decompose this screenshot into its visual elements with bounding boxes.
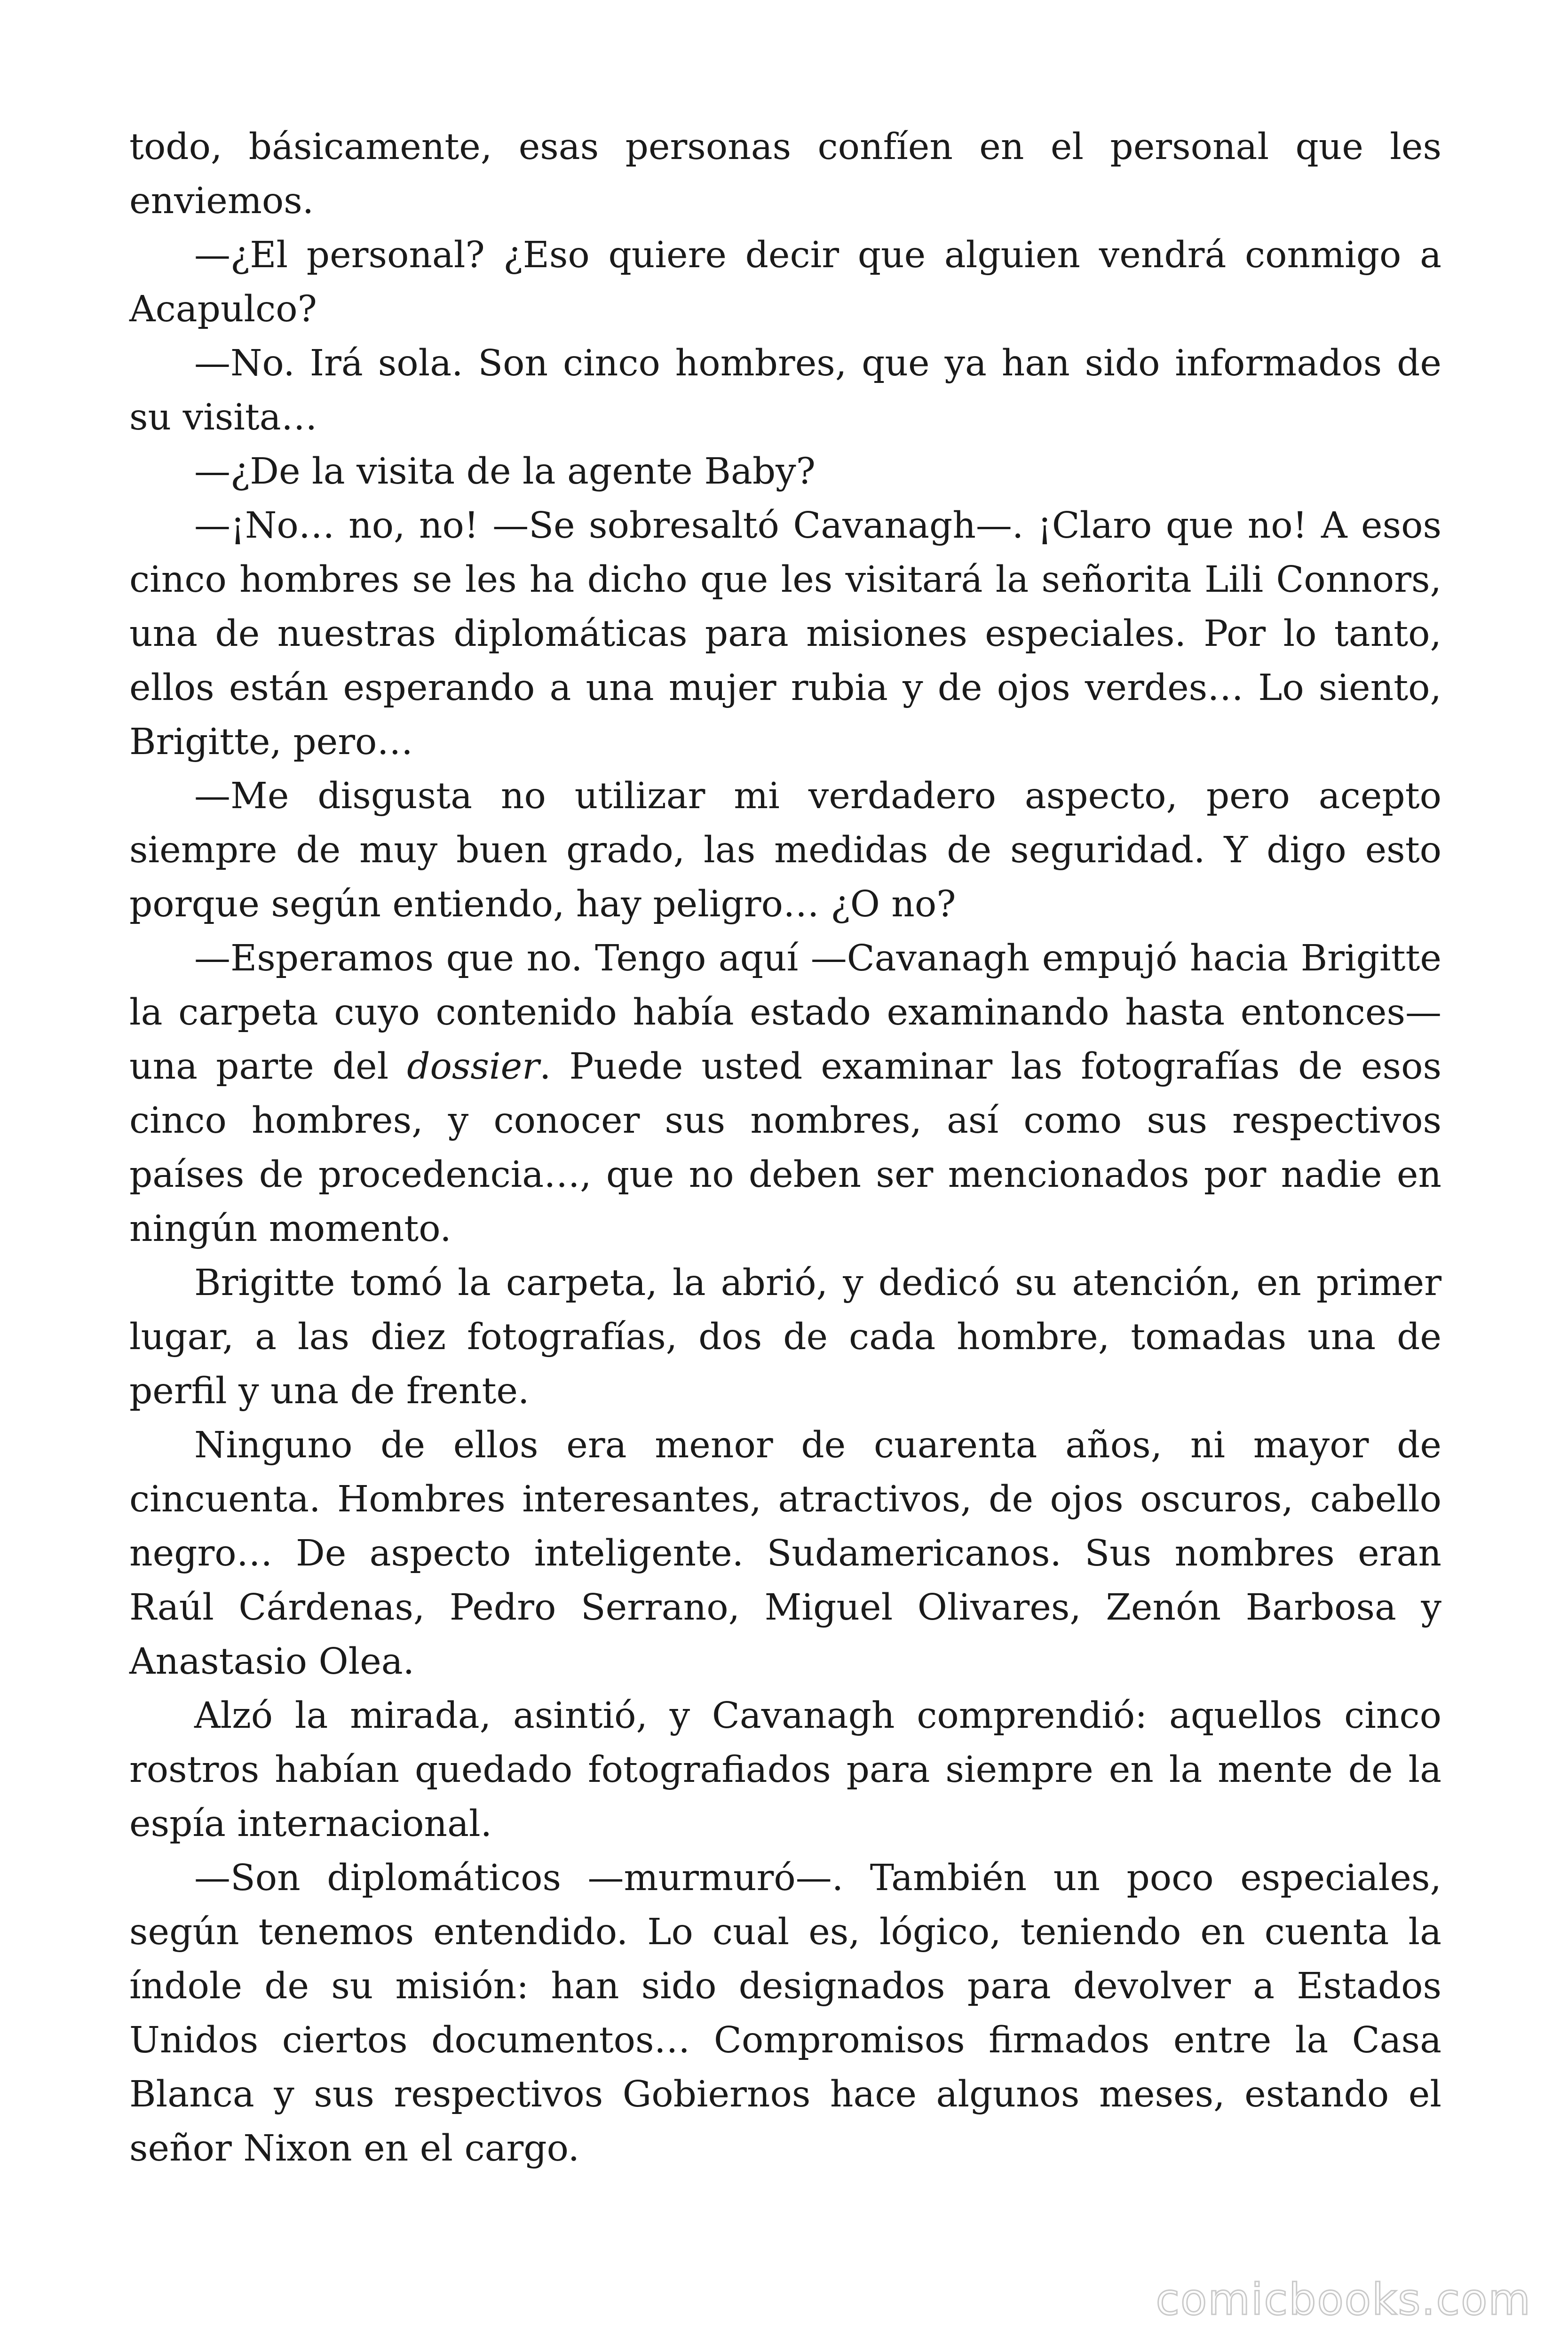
paragraph-11: —Son diplomáticos —murmuró—. También un poco especiales, según tenemos entendido. Lo cual es, lógico, teniendo en cuenta la índole de su misión: han sido designados para devolver a Estados Unidos ciertos documentos… Compromisos firmados entre la Casa Blanca y sus respectivos Gobiernos hace algunos meses, estando el señor Nixon en el cargo.	[129, 1857, 1441, 2169]
paragraph-7-italic: dossier	[407, 1046, 539, 1088]
paragraph-7	[129, 931, 1441, 1256]
paragraph-7-after: . Puede usted examinar las fotografías de esos cinco hombres, y conocer sus nombres, así como sus respectivos países de procedencia…, que no deben ser mencionados por nadie en ningún momento.	[129, 1046, 1441, 1250]
paragraph-8: Brigitte tomó la carpeta, la abrió, y dedicó su atención, en primer lugar, a las diez fotografías, dos de cada hombre, tomadas una de perfil y una de frente.	[129, 1262, 1441, 1412]
watermark: comicbooks.com	[1156, 2274, 1531, 2325]
paragraph-10: Alzó la mirada, asintió, y Cavanagh comprendió: aquellos cinco rostros habían quedado fotografiados para siempre en la mente de la espía internacional.	[129, 1695, 1441, 1845]
paragraph-5: —¡No… no, no! —Se sobresaltó Cavanagh—. ¡Claro que no! A esos cinco hombres se les ha dicho que les visitará la señorita Lili Connors, una de nuestras diplomáticas para misiones especiales. Por lo tanto, ellos están esperando a una mujer rubia y de ojos verdes… Lo siento, Brigitte, pero…	[129, 505, 1441, 763]
paragraph-1: todo, básicamente, esas personas confíen en el personal que les enviemos.	[129, 126, 1441, 222]
paragraph-9: Ninguno de ellos era menor de cuarenta años, ni mayor de cincuenta. Hombres interesantes, atractivos, de ojos oscuros, cabello negro… De aspecto inteligente. Sudamericanos. Sus nombres eran Raúl Cárdenas, Pedro Serrano, Miguel Olivares, Zenón Barbosa y Anastasio Olea.	[129, 1424, 1441, 1683]
paragraph-6: —Me disgusta no utilizar mi verdadero aspecto, pero acepto siempre de muy buen grado, las medidas de seguridad. Y digo esto porque según entiendo, hay peligro… ¿O no?	[129, 775, 1441, 925]
body-text	[129, 120, 1441, 2176]
paragraph-4: —¿De la visita de la agente Baby?	[194, 451, 816, 493]
paragraph-7-before: —Esperamos que no. Tengo aquí —Cavanagh empujó hacia Brigitte la carpeta cuyo contenido había estado examinando hasta entonces— una parte del	[129, 938, 1441, 1088]
paragraph-2: —¿El personal? ¿Eso quiere decir que alguien vendrá conmigo a Acapulco?	[129, 234, 1441, 330]
paragraph-3: —No. Irá sola. Son cinco hombres, que ya han sido informados de su visita…	[129, 342, 1441, 438]
